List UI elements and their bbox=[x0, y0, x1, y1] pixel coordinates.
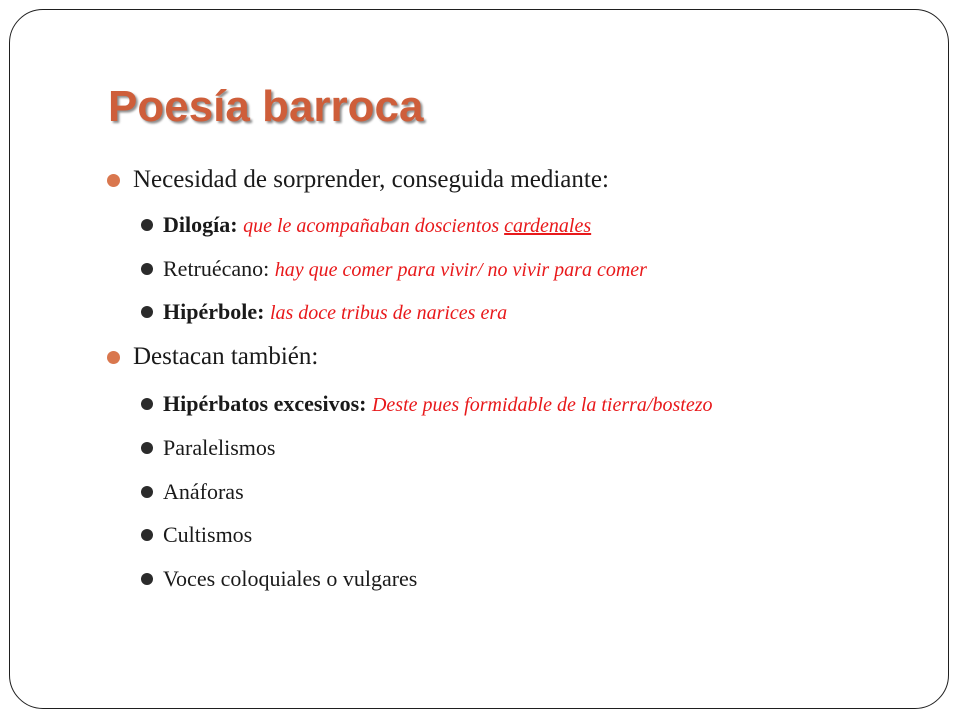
bullet-dot-icon bbox=[141, 529, 153, 541]
bullet-dot-icon bbox=[141, 219, 153, 231]
bullet-text: Paralelismos bbox=[163, 435, 276, 460]
subbullet-retruecano bbox=[163, 255, 647, 284]
example-text: que le acompañaban doscientos bbox=[243, 215, 505, 237]
bullet-dot-icon bbox=[141, 306, 153, 318]
bullet-text: Cultismos bbox=[163, 522, 253, 547]
example-underlined-text: cardenales bbox=[504, 215, 592, 237]
bullet-text: Voces coloquiales o vulgares bbox=[163, 566, 418, 591]
bullet-destacan bbox=[133, 342, 318, 372]
term-label: Hipérbole: bbox=[163, 299, 265, 324]
subbullet-dilogia bbox=[163, 211, 591, 240]
bullet-dot-icon bbox=[107, 174, 120, 187]
bullet-dot-icon bbox=[141, 486, 153, 498]
term-label: Retruécano: bbox=[163, 256, 270, 281]
subbullet-hiperbole bbox=[163, 298, 507, 327]
bullet-text: Anáforas bbox=[163, 479, 244, 504]
slide-title: Poesía barroca bbox=[108, 82, 424, 131]
subbullet-paralelismos bbox=[163, 434, 275, 462]
bullet-dot-icon bbox=[141, 442, 153, 454]
bullet-dot-icon bbox=[141, 263, 153, 275]
bullet-dot-icon bbox=[141, 398, 153, 410]
subbullet-voces bbox=[163, 565, 417, 593]
subbullet-cultismos bbox=[163, 521, 252, 549]
example-text: las doce tribus de narices era bbox=[269, 302, 508, 324]
example-text: hay que comer para vivir/ no vivir para comer bbox=[274, 259, 647, 281]
subbullet-anaforas bbox=[163, 478, 244, 506]
bullet-text: Destacan también: bbox=[133, 343, 319, 370]
example-text: Deste pues formidable de la tierra/bostezo bbox=[371, 394, 713, 416]
bullet-dot-icon bbox=[141, 573, 153, 585]
bullet-text: Necesidad de sorprender, conseguida mediante: bbox=[133, 166, 609, 193]
bullet-sorprender bbox=[133, 165, 609, 195]
bullet-dot-icon bbox=[107, 351, 120, 364]
subbullet-hiperbatos bbox=[163, 390, 713, 419]
term-label: Dilogía: bbox=[163, 212, 238, 237]
term-label: Hipérbatos excesivos: bbox=[163, 391, 367, 416]
